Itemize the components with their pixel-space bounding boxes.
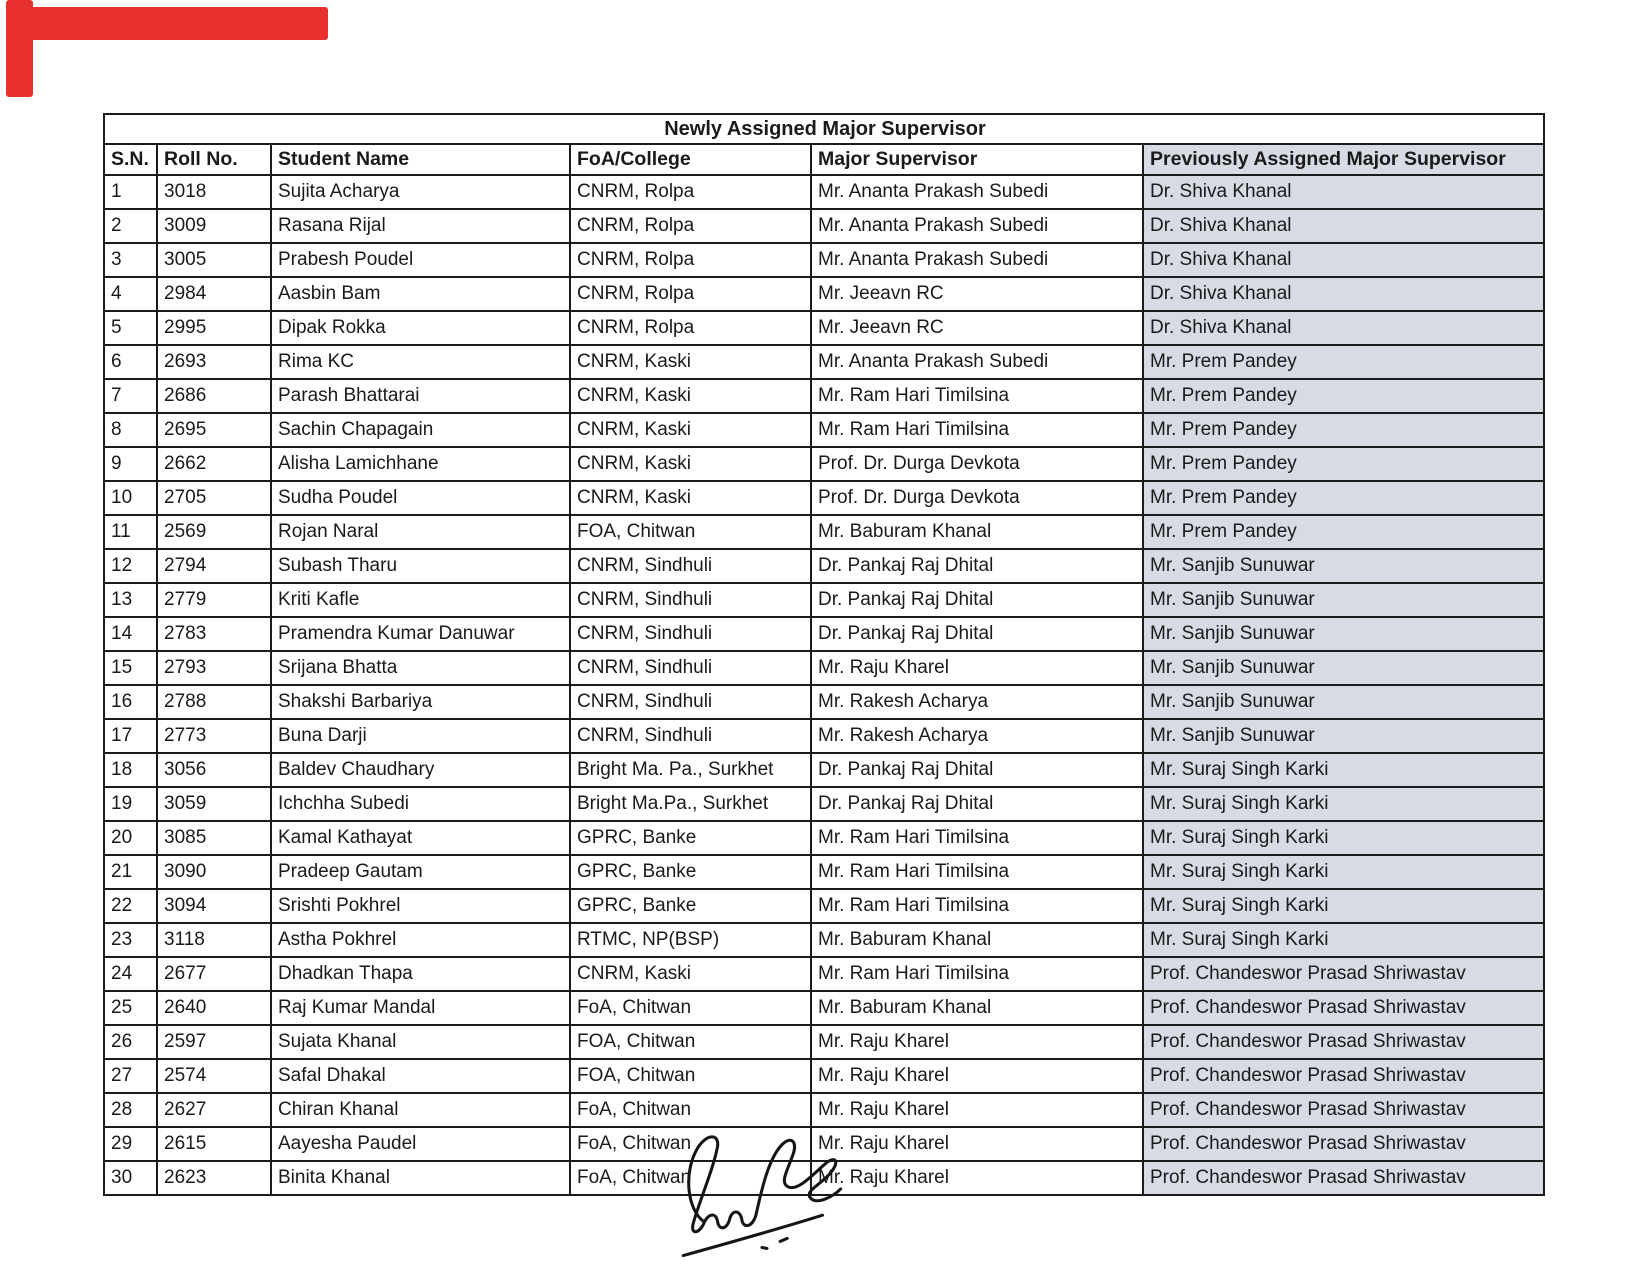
table-row xyxy=(104,685,1544,719)
table-row xyxy=(104,821,1544,855)
cell-previous-supervisor: Mr. Sanjib Sunuwar xyxy=(1143,685,1544,719)
cell-foa-college: FoA, Chitwan xyxy=(570,1093,811,1127)
cell-previous-supervisor: Mr. Sanjib Sunuwar xyxy=(1143,549,1544,583)
col-header-student-name: Student Name xyxy=(271,144,570,175)
cell-previous-supervisor: Mr. Suraj Singh Karki xyxy=(1143,753,1544,787)
cell-major-supervisor: Mr. Raju Kharel xyxy=(811,1059,1143,1093)
table-row xyxy=(104,889,1544,923)
cell-foa-college: CNRM, Sindhuli xyxy=(570,651,811,685)
cell-previous-supervisor: Mr. Sanjib Sunuwar xyxy=(1143,719,1544,753)
cell-roll-no: 2695 xyxy=(157,413,271,447)
cell-major-supervisor: Dr. Pankaj Raj Dhital xyxy=(811,549,1143,583)
cell-foa-college: CNRM, Rolpa xyxy=(570,243,811,277)
cell-sn: 30 xyxy=(104,1161,157,1195)
cell-roll-no: 2995 xyxy=(157,311,271,345)
cell-student-name: Binita Khanal xyxy=(271,1161,570,1195)
table-row xyxy=(104,413,1544,447)
cell-major-supervisor: Mr. Jeeavn RC xyxy=(811,311,1143,345)
cell-major-supervisor: Mr. Ram Hari Timilsina xyxy=(811,889,1143,923)
table-row xyxy=(104,787,1544,821)
cell-sn: 24 xyxy=(104,957,157,991)
table-row xyxy=(104,175,1544,209)
cell-major-supervisor: Mr. Raju Kharel xyxy=(811,651,1143,685)
cell-roll-no: 2574 xyxy=(157,1059,271,1093)
table-row xyxy=(104,617,1544,651)
cell-previous-supervisor: Mr. Suraj Singh Karki xyxy=(1143,821,1544,855)
cell-student-name: Pramendra Kumar Danuwar xyxy=(271,617,570,651)
cell-major-supervisor: Prof. Dr. Durga Devkota xyxy=(811,481,1143,515)
cell-sn: 7 xyxy=(104,379,157,413)
col-header-sn: S.N. xyxy=(104,144,157,175)
cell-student-name: Shakshi Barbariya xyxy=(271,685,570,719)
cell-student-name: Baldev Chaudhary xyxy=(271,753,570,787)
cell-student-name: Prabesh Poudel xyxy=(271,243,570,277)
cell-major-supervisor: Mr. Rakesh Acharya xyxy=(811,719,1143,753)
cell-major-supervisor: Dr. Pankaj Raj Dhital xyxy=(811,753,1143,787)
cell-foa-college: Bright Ma. Pa., Surkhet xyxy=(570,753,811,787)
cell-roll-no: 2794 xyxy=(157,549,271,583)
cell-roll-no: 2662 xyxy=(157,447,271,481)
cell-roll-no: 2788 xyxy=(157,685,271,719)
cell-sn: 10 xyxy=(104,481,157,515)
cell-foa-college: CNRM, Rolpa xyxy=(570,209,811,243)
cell-sn: 21 xyxy=(104,855,157,889)
cell-foa-college: FoA, Chitwan xyxy=(570,991,811,1025)
cell-student-name: Kamal Kathayat xyxy=(271,821,570,855)
cell-previous-supervisor: Prof. Chandeswor Prasad Shriwastav xyxy=(1143,1025,1544,1059)
cell-sn: 18 xyxy=(104,753,157,787)
col-header-foa-college: FoA/College xyxy=(570,144,811,175)
cell-foa-college: CNRM, Sindhuli xyxy=(570,617,811,651)
cell-sn: 8 xyxy=(104,413,157,447)
supervisor-assignment-table xyxy=(103,113,1545,1196)
cell-previous-supervisor: Dr. Shiva Khanal xyxy=(1143,209,1544,243)
cell-previous-supervisor: Prof. Chandeswor Prasad Shriwastav xyxy=(1143,991,1544,1025)
cell-foa-college: FOA, Chitwan xyxy=(570,1025,811,1059)
cell-roll-no: 2569 xyxy=(157,515,271,549)
cell-sn: 5 xyxy=(104,311,157,345)
cell-previous-supervisor: Mr. Prem Pandey xyxy=(1143,379,1544,413)
cell-student-name: Kriti Kafle xyxy=(271,583,570,617)
cell-student-name: Alisha Lamichhane xyxy=(271,447,570,481)
cell-previous-supervisor: Prof. Chandeswor Prasad Shriwastav xyxy=(1143,1161,1544,1195)
cell-sn: 16 xyxy=(104,685,157,719)
cell-sn: 25 xyxy=(104,991,157,1025)
table-title: Newly Assigned Major Supervisor xyxy=(104,114,1544,144)
cell-major-supervisor: Mr. Ram Hari Timilsina xyxy=(811,379,1143,413)
cell-foa-college: GPRC, Banke xyxy=(570,889,811,923)
cell-foa-college: CNRM, Sindhuli xyxy=(570,719,811,753)
cell-foa-college: CNRM, Rolpa xyxy=(570,311,811,345)
cell-previous-supervisor: Prof. Chandeswor Prasad Shriwastav xyxy=(1143,957,1544,991)
cell-foa-college: FOA, Chitwan xyxy=(570,1059,811,1093)
signature-dot xyxy=(762,1247,767,1248)
cell-sn: 6 xyxy=(104,345,157,379)
cell-student-name: Rasana Rijal xyxy=(271,209,570,243)
cell-previous-supervisor: Prof. Chandeswor Prasad Shriwastav xyxy=(1143,1059,1544,1093)
cell-previous-supervisor: Mr. Prem Pandey xyxy=(1143,515,1544,549)
table-row xyxy=(104,991,1544,1025)
table-row xyxy=(104,277,1544,311)
cell-roll-no: 2627 xyxy=(157,1093,271,1127)
table-row xyxy=(104,753,1544,787)
table-title-row xyxy=(104,114,1544,144)
cell-sn: 23 xyxy=(104,923,157,957)
table-row xyxy=(104,1025,1544,1059)
cell-major-supervisor: Mr. Ananta Prakash Subedi xyxy=(811,345,1143,379)
cell-major-supervisor: Mr. Ananta Prakash Subedi xyxy=(811,175,1143,209)
cell-student-name: Ichchha Subedi xyxy=(271,787,570,821)
cell-roll-no: 2677 xyxy=(157,957,271,991)
cell-foa-college: FoA, Chitwan xyxy=(570,1127,811,1161)
cell-previous-supervisor: Prof. Chandeswor Prasad Shriwastav xyxy=(1143,1127,1544,1161)
cell-student-name: Buna Darji xyxy=(271,719,570,753)
table-row xyxy=(104,1059,1544,1093)
cell-sn: 19 xyxy=(104,787,157,821)
cell-student-name: Safal Dhakal xyxy=(271,1059,570,1093)
cell-roll-no: 2686 xyxy=(157,379,271,413)
cell-roll-no: 2693 xyxy=(157,345,271,379)
handwritten-signature xyxy=(663,1130,870,1262)
cell-major-supervisor: Mr. Raju Kharel xyxy=(811,1093,1143,1127)
cell-major-supervisor: Mr. Rakesh Acharya xyxy=(811,685,1143,719)
cell-sn: 22 xyxy=(104,889,157,923)
table-body xyxy=(104,114,1544,1195)
cell-sn: 26 xyxy=(104,1025,157,1059)
col-header-roll-no: Roll No. xyxy=(157,144,271,175)
cell-sn: 14 xyxy=(104,617,157,651)
cell-student-name: Aasbin Bam xyxy=(271,277,570,311)
cell-foa-college: CNRM, Kaski xyxy=(570,481,811,515)
cell-student-name: Sujita Acharya xyxy=(271,175,570,209)
cell-student-name: Rojan Naral xyxy=(271,515,570,549)
cell-sn: 28 xyxy=(104,1093,157,1127)
cell-roll-no: 2615 xyxy=(157,1127,271,1161)
cell-student-name: Pradeep Gautam xyxy=(271,855,570,889)
col-header-previous-supervisor: Previously Assigned Major Supervisor xyxy=(1143,144,1544,175)
cell-major-supervisor: Prof. Dr. Durga Devkota xyxy=(811,447,1143,481)
cell-foa-college: CNRM, Kaski xyxy=(570,957,811,991)
cell-major-supervisor: Dr. Pankaj Raj Dhital xyxy=(811,583,1143,617)
cell-previous-supervisor: Mr. Prem Pandey xyxy=(1143,413,1544,447)
table-row xyxy=(104,549,1544,583)
cell-foa-college: GPRC, Banke xyxy=(570,855,811,889)
table-row xyxy=(104,957,1544,991)
table-row xyxy=(104,481,1544,515)
cell-student-name: Sujata Khanal xyxy=(271,1025,570,1059)
cell-major-supervisor: Mr. Ananta Prakash Subedi xyxy=(811,209,1143,243)
cell-major-supervisor: Mr. Baburam Khanal xyxy=(811,515,1143,549)
cell-student-name: Sudha Poudel xyxy=(271,481,570,515)
table-row xyxy=(104,651,1544,685)
cell-sn: 15 xyxy=(104,651,157,685)
cell-roll-no: 3018 xyxy=(157,175,271,209)
cell-previous-supervisor: Dr. Shiva Khanal xyxy=(1143,277,1544,311)
table-row xyxy=(104,447,1544,481)
cell-roll-no: 2640 xyxy=(157,991,271,1025)
cell-student-name: Subash Tharu xyxy=(271,549,570,583)
cell-foa-college: CNRM, Rolpa xyxy=(570,277,811,311)
cell-major-supervisor: Mr. Ram Hari Timilsina xyxy=(811,413,1143,447)
cell-foa-college: Bright Ma.Pa., Surkhet xyxy=(570,787,811,821)
red-border-artifact-horizontal xyxy=(6,7,328,40)
cell-student-name: Chiran Khanal xyxy=(271,1093,570,1127)
cell-sn: 20 xyxy=(104,821,157,855)
cell-sn: 27 xyxy=(104,1059,157,1093)
cell-sn: 13 xyxy=(104,583,157,617)
cell-student-name: Dipak Rokka xyxy=(271,311,570,345)
cell-foa-college: CNRM, Kaski xyxy=(570,379,811,413)
table-row xyxy=(104,243,1544,277)
cell-roll-no: 2984 xyxy=(157,277,271,311)
cell-foa-college: CNRM, Kaski xyxy=(570,345,811,379)
cell-foa-college: CNRM, Kaski xyxy=(570,447,811,481)
cell-sn: 4 xyxy=(104,277,157,311)
cell-major-supervisor: Mr. Baburam Khanal xyxy=(811,991,1143,1025)
cell-foa-college: GPRC, Banke xyxy=(570,821,811,855)
cell-foa-college: CNRM, Sindhuli xyxy=(570,685,811,719)
cell-major-supervisor: Mr. Ananta Prakash Subedi xyxy=(811,243,1143,277)
cell-previous-supervisor: Mr. Prem Pandey xyxy=(1143,345,1544,379)
table-row xyxy=(104,515,1544,549)
cell-foa-college: CNRM, Sindhuli xyxy=(570,549,811,583)
cell-sn: 3 xyxy=(104,243,157,277)
cell-roll-no: 2597 xyxy=(157,1025,271,1059)
cell-roll-no: 3056 xyxy=(157,753,271,787)
cell-roll-no: 2783 xyxy=(157,617,271,651)
cell-major-supervisor: Mr. Ram Hari Timilsina xyxy=(811,821,1143,855)
cell-previous-supervisor: Mr. Sanjib Sunuwar xyxy=(1143,651,1544,685)
cell-foa-college: FoA, Chitwan xyxy=(570,1161,811,1195)
table-row xyxy=(104,379,1544,413)
cell-sn: 2 xyxy=(104,209,157,243)
table-row xyxy=(104,311,1544,345)
cell-student-name: Srijana Bhatta xyxy=(271,651,570,685)
cell-major-supervisor: Mr. Raju Kharel xyxy=(811,1127,1143,1161)
cell-previous-supervisor: Mr. Sanjib Sunuwar xyxy=(1143,583,1544,617)
cell-roll-no: 3009 xyxy=(157,209,271,243)
cell-sn: 9 xyxy=(104,447,157,481)
cell-previous-supervisor: Mr. Suraj Singh Karki xyxy=(1143,923,1544,957)
cell-previous-supervisor: Prof. Chandeswor Prasad Shriwastav xyxy=(1143,1093,1544,1127)
cell-foa-college: RTMC, NP(BSP) xyxy=(570,923,811,957)
cell-major-supervisor: Dr. Pankaj Raj Dhital xyxy=(811,787,1143,821)
table-header-row xyxy=(104,144,1544,175)
cell-student-name: Aayesha Paudel xyxy=(271,1127,570,1161)
cell-roll-no: 3118 xyxy=(157,923,271,957)
cell-previous-supervisor: Mr. Suraj Singh Karki xyxy=(1143,855,1544,889)
cell-foa-college: CNRM, Rolpa xyxy=(570,175,811,209)
cell-previous-supervisor: Mr. Prem Pandey xyxy=(1143,481,1544,515)
cell-student-name: Parash Bhattarai xyxy=(271,379,570,413)
cell-major-supervisor: Mr. Ram Hari Timilsina xyxy=(811,855,1143,889)
cell-sn: 17 xyxy=(104,719,157,753)
cell-major-supervisor: Dr. Pankaj Raj Dhital xyxy=(811,617,1143,651)
cell-student-name: Astha Pokhrel xyxy=(271,923,570,957)
cell-foa-college: FOA, Chitwan xyxy=(570,515,811,549)
cell-sn: 29 xyxy=(104,1127,157,1161)
cell-roll-no: 2793 xyxy=(157,651,271,685)
table-row xyxy=(104,345,1544,379)
cell-sn: 12 xyxy=(104,549,157,583)
cell-previous-supervisor: Mr. Suraj Singh Karki xyxy=(1143,889,1544,923)
cell-previous-supervisor: Mr. Prem Pandey xyxy=(1143,447,1544,481)
cell-previous-supervisor: Mr. Suraj Singh Karki xyxy=(1143,787,1544,821)
cell-foa-college: CNRM, Sindhuli xyxy=(570,583,811,617)
cell-sn: 1 xyxy=(104,175,157,209)
cell-major-supervisor: Mr. Jeeavn RC xyxy=(811,277,1143,311)
cell-roll-no: 3085 xyxy=(157,821,271,855)
cell-sn: 11 xyxy=(104,515,157,549)
cell-student-name: Srishti Pokhrel xyxy=(271,889,570,923)
signature-dot xyxy=(780,1238,787,1241)
cell-student-name: Sachin Chapagain xyxy=(271,413,570,447)
table-row xyxy=(104,855,1544,889)
cell-previous-supervisor: Dr. Shiva Khanal xyxy=(1143,311,1544,345)
cell-roll-no: 3090 xyxy=(157,855,271,889)
cell-roll-no: 3059 xyxy=(157,787,271,821)
table-row xyxy=(104,719,1544,753)
cell-roll-no: 2779 xyxy=(157,583,271,617)
cell-major-supervisor: Mr. Raju Kharel xyxy=(811,1161,1143,1195)
cell-previous-supervisor: Dr. Shiva Khanal xyxy=(1143,175,1544,209)
cell-roll-no: 3005 xyxy=(157,243,271,277)
cell-roll-no: 2705 xyxy=(157,481,271,515)
cell-major-supervisor: Mr. Baburam Khanal xyxy=(811,923,1143,957)
cell-student-name: Rima KC xyxy=(271,345,570,379)
cell-student-name: Dhadkan Thapa xyxy=(271,957,570,991)
table-row xyxy=(104,923,1544,957)
cell-student-name: Raj Kumar Mandal xyxy=(271,991,570,1025)
cell-previous-supervisor: Dr. Shiva Khanal xyxy=(1143,243,1544,277)
table-row xyxy=(104,583,1544,617)
cell-roll-no: 2623 xyxy=(157,1161,271,1195)
cell-roll-no: 2773 xyxy=(157,719,271,753)
table-row xyxy=(104,209,1544,243)
col-header-major-supervisor: Major Supervisor xyxy=(811,144,1143,175)
cell-major-supervisor: Mr. Raju Kharel xyxy=(811,1025,1143,1059)
table-row xyxy=(104,1093,1544,1127)
cell-foa-college: CNRM, Kaski xyxy=(570,413,811,447)
cell-major-supervisor: Mr. Ram Hari Timilsina xyxy=(811,957,1143,991)
cell-roll-no: 3094 xyxy=(157,889,271,923)
cell-previous-supervisor: Mr. Sanjib Sunuwar xyxy=(1143,617,1544,651)
